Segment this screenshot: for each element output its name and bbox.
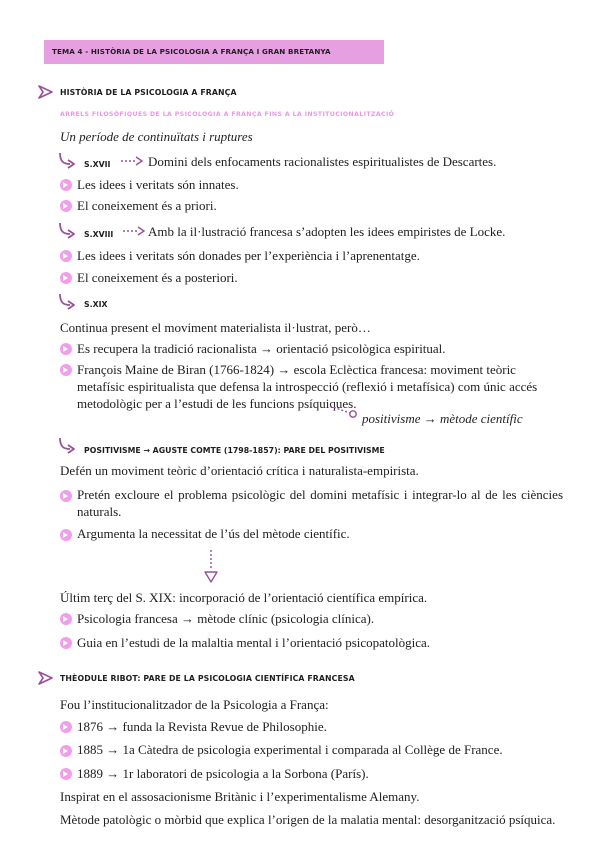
bullet-icon xyxy=(60,490,72,502)
century-label-s18: S.XVIII xyxy=(84,230,114,239)
bullet-icon xyxy=(60,364,72,376)
s19-intro: Continua present el moviment materialista il·lustrat, però… xyxy=(60,320,371,335)
bullet-icon xyxy=(60,613,72,625)
bullet-icon xyxy=(60,343,72,355)
ribot-paragraph-1: Inspirat en el assosacionisme Britànic i l’experimentalisme Alemany. xyxy=(60,789,420,804)
list-item: El coneixement és a priori. xyxy=(77,198,217,213)
dotted-arrow-icon xyxy=(328,403,360,419)
bullet-icon xyxy=(60,179,72,191)
list-item: Es recupera la tradició racionalista → orientació psicològica espiritual. xyxy=(77,341,446,356)
positivism-heading: POSITIVISME → AGUSTE COMTE (1798-1857): PARE DEL POSITIVISME xyxy=(84,446,385,455)
page-title: TEMA 4 - HISTÒRIA DE LA PSICOLOGIA A FRANÇA I GRAN BRETANYA xyxy=(44,40,384,64)
positivism-aside: positivisme → mètode científic xyxy=(362,411,523,426)
curved-arrow-icon xyxy=(58,293,78,311)
triangle-arrow-icon xyxy=(38,85,54,99)
triangle-arrow-icon xyxy=(38,671,54,685)
list-item: Pretén excloure el problema psicològic del domini metafísic i integrar-lo al de les ciències naturals. xyxy=(77,487,563,519)
ribot-paragraph-2: Mètode patològic o mòrbid que explica l’origen de la malatia mental: desorganització psíquica. xyxy=(60,812,556,827)
list-item: 1885 → 1a Càtedra de psicologia experimental i comparada al Collège de France. xyxy=(77,742,503,757)
ribot-intro: Fou l’institucionalitzador de la Psicologia a França: xyxy=(60,697,329,712)
bullet-icon xyxy=(60,272,72,284)
section-heading-ribot: THÈODULE RIBOT: PARE DE LA PSICOLOGIA CIENTÍFICA FRANCESA xyxy=(60,674,355,683)
curved-arrow-icon xyxy=(58,152,78,170)
section-subheading: ARRELS FILOSÒFIQUES DE LA PSICOLOGIA A FRANÇA FINS A LA INSTITUCIONALITZACIÓ xyxy=(60,111,395,118)
list-item: Argumenta la necessitat de l’ús del mètode científic. xyxy=(77,526,350,541)
curved-arrow-icon xyxy=(58,222,78,240)
list-item: Guia en l’estudi de la malaltia mental i l’orientació psicopatològica. xyxy=(77,635,431,650)
dotted-arrow-icon xyxy=(120,156,144,166)
positivism-after: Últim terç del S. XIX: incorporació de l’orientació científica empírica. xyxy=(60,590,428,605)
bullet-icon xyxy=(60,637,72,649)
bullet-icon xyxy=(60,529,72,541)
century-label-s17: S.XVII xyxy=(84,160,111,169)
section-heading-france: HISTÒRIA DE LA PSICOLOGIA A FRANÇA xyxy=(60,88,237,97)
bullet-icon xyxy=(60,200,72,212)
list-item: Les idees i veritats són innates. xyxy=(77,177,239,192)
list-item: Les idees i veritats són donades per l’experiència i l’aprenentatge. xyxy=(77,248,420,263)
list-item: François Maine de Biran (1766-1824) → escola Eclèctica francesa: moviment teòric metafísic espiritualista que defensa la introspecció (reflexió i metafísica) com únic accés metodològic per a l’estudi de les funcions psíquiques. xyxy=(77,362,538,411)
s18-text: Amb la il·lustració francesa s’adopten les idees empiristes de Locke. xyxy=(148,224,506,239)
s17-text: Domini dels enfocaments racionalistes espiritualistes de Descartes. xyxy=(148,154,497,169)
list-item: Psicologia francesa → mètode clínic (psicologia clínica). xyxy=(77,611,375,626)
list-item: El coneixement és a posteriori. xyxy=(77,270,238,285)
list-item: 1889 → 1r laboratori de psicologia a la Sorbona (París). xyxy=(77,766,369,781)
dotted-arrow-icon xyxy=(122,226,146,236)
bullet-icon xyxy=(60,745,72,757)
list-item: 1876 → funda la Revista Revue de Philosophie. xyxy=(77,719,327,734)
bullet-icon xyxy=(60,250,72,262)
bullet-icon xyxy=(60,768,72,780)
dotted-down-arrow-icon xyxy=(202,548,220,586)
century-label-s19: S.XIX xyxy=(84,300,108,309)
positivism-intro: Defén un moviment teòric d’orientació crítica i naturalista-empirista. xyxy=(60,463,419,478)
intro-text: Un període de continuïtats i ruptures xyxy=(60,129,253,144)
curved-arrow-icon xyxy=(58,437,78,455)
bullet-icon xyxy=(60,721,72,733)
